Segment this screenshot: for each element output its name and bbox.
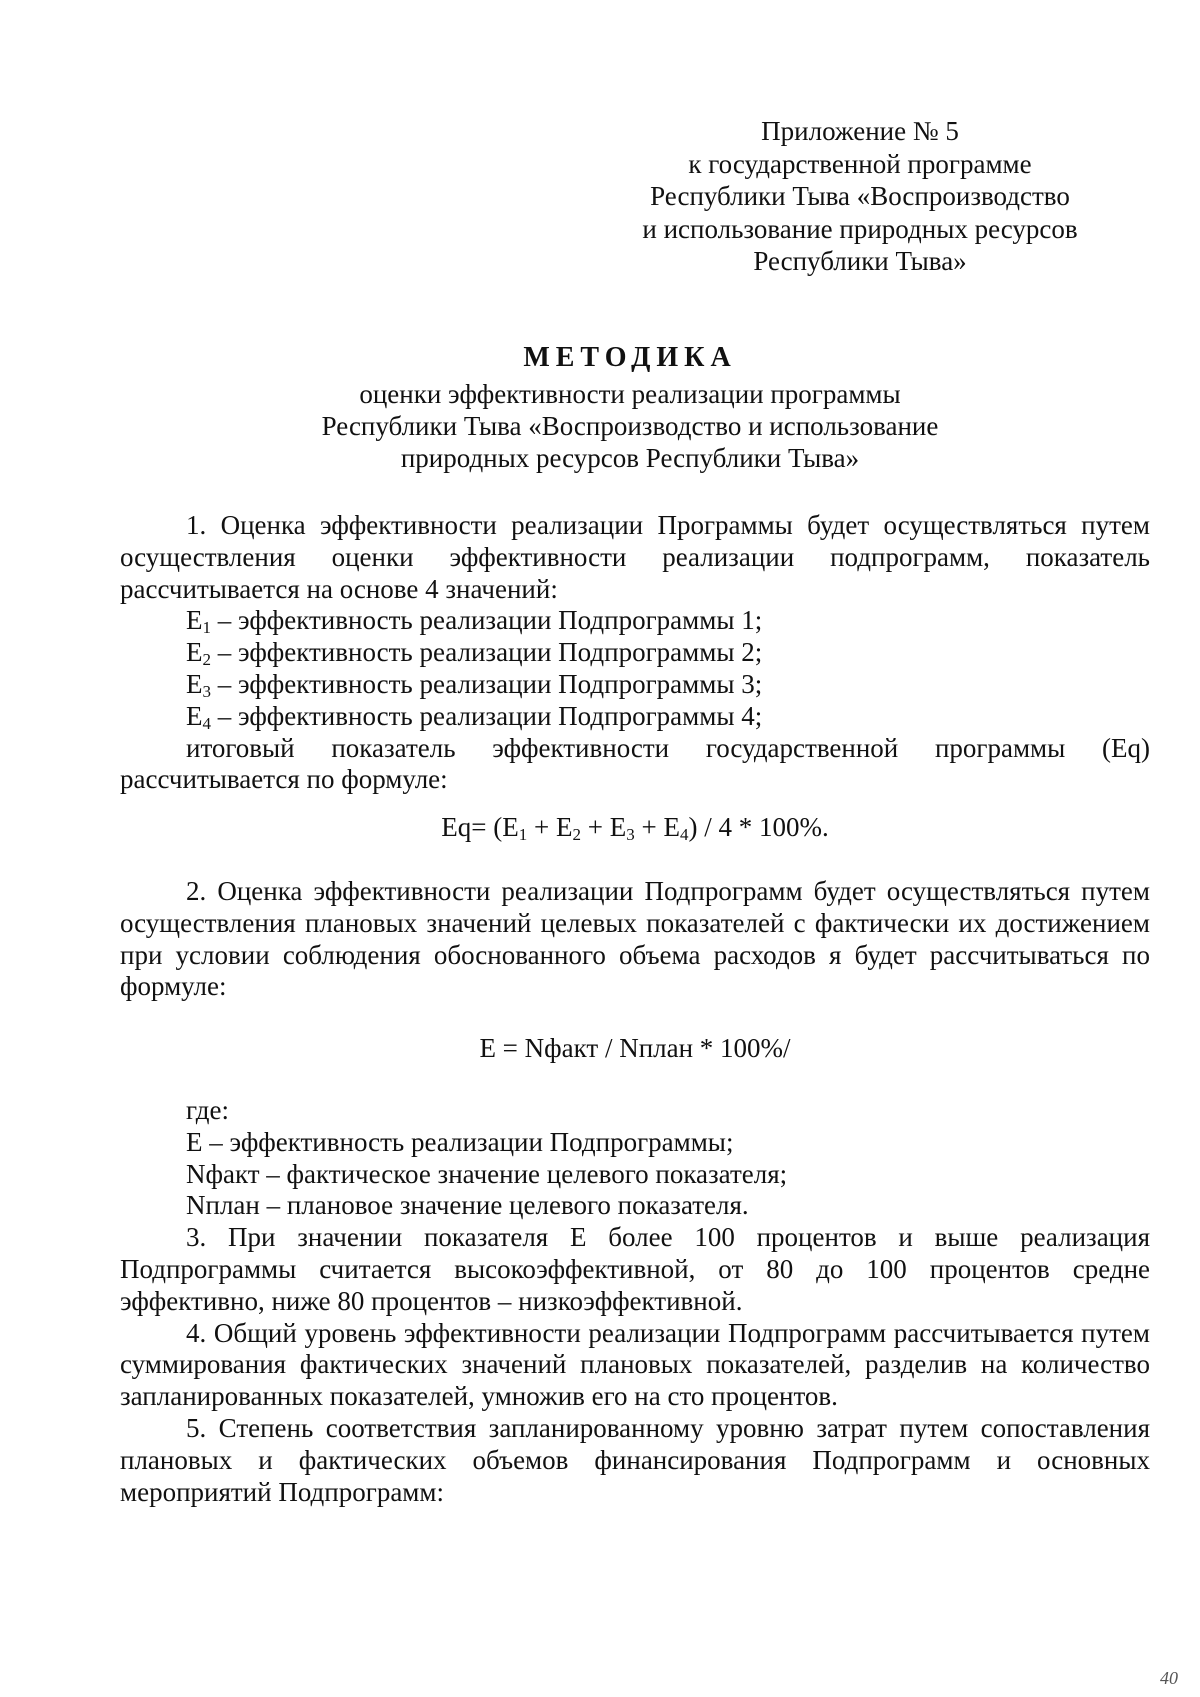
appendix-header — [600, 115, 1120, 278]
definition-item: Nплан – плановое значение целевого показателя. — [186, 1190, 749, 1221]
item-subscript: 2 — [202, 650, 211, 670]
section-2-text: 2. Оценка эффективности реализации Подпрограмм будет осуществляться путем осуществления плановых значений целевых показателей с фактически их достижением при условии соблюдения обоснованного объема расходов я будет рассчитываться по формуле: — [120, 875, 1150, 1002]
formula-subscript: 3 — [626, 825, 635, 845]
definition-item: Nфакт – фактическое значение целевого показателя; — [186, 1158, 788, 1189]
page-number: 40 — [1160, 1668, 1178, 1688]
appendix-line: Приложение № 5 — [761, 116, 959, 146]
section-4-text: 4. Общий уровень эффективности реализации Подпрограмм рассчитывается путем суммирования фактических значений плановых показателей, разделив на количество запланированных показателей, умножив его на сто процентов. — [120, 1317, 1150, 1412]
section-1-item — [120, 701, 1150, 733]
section-1-item — [120, 669, 1150, 701]
formula-part: + E — [634, 812, 680, 843]
item-symbol: E — [186, 700, 203, 731]
where-label: где: — [186, 1094, 229, 1125]
subtitle-line: оценки эффективности реализации программы — [359, 379, 901, 409]
item-text: – эффективность реализации Подпрограммы 4; — [211, 700, 763, 731]
section-1-item — [120, 637, 1150, 669]
definition-item: E – эффективность реализации Подпрограммы; — [186, 1126, 734, 1157]
appendix-line: Республики Тыва» — [753, 246, 967, 276]
formula-part: Eq= (E — [441, 812, 519, 843]
item-symbol: E — [186, 605, 203, 636]
formula-part: ) / 4 * 100%. — [688, 812, 829, 843]
item-subscript: 3 — [202, 681, 211, 701]
formula-part: + E — [527, 812, 573, 843]
section-5-text: 5. Степень соответствия запланированному уровню затрат путем сопоставления плановых и фактических объемов финансирования Подпрограмм и основных мероприятий Подпрограмм: — [120, 1412, 1150, 1507]
document-subtitle — [200, 378, 1060, 474]
item-subscript: 4 — [202, 713, 211, 733]
item-symbol: E — [186, 637, 203, 668]
formula-e: E = Nфакт / Nплан * 100%/ — [479, 1033, 791, 1064]
appendix-line: и использование природных ресурсов — [642, 213, 1078, 244]
item-text: – эффективность реализации Подпрограммы 3; — [211, 668, 763, 699]
appendix-line: к государственной программе — [688, 148, 1032, 179]
item-text: – эффективность реализации Подпрограммы 1; — [211, 605, 763, 636]
formula-subscript: 4 — [679, 825, 689, 845]
document-heading — [200, 340, 1060, 474]
section-1-intro: 1. Оценка эффективности реализации Программы будет осуществляться путем осуществления оценки эффективности реализации подпрограмм, показатель рассчитывается на основе 4 значений: — [120, 510, 1150, 604]
section-1-item — [120, 605, 1150, 637]
document-title: МЕТОДИКА — [523, 342, 737, 373]
item-text: – эффективность реализации Подпрограммы 2; — [211, 637, 763, 668]
formula-subscript: 1 — [518, 825, 528, 845]
formula-eq — [120, 812, 1150, 844]
item-subscript: 1 — [202, 618, 211, 638]
appendix-line: Республики Тыва «Воспроизводство — [650, 181, 1070, 211]
formula-part: + E — [581, 812, 627, 843]
document-body — [120, 510, 1150, 1508]
formula-subscript: 2 — [572, 825, 581, 845]
item-symbol: E — [186, 668, 203, 699]
section-3-text: 3. При значении показателя E более 100 процентов и выше реализация Подпрограммы считается высокоэффективной, от 80 до 100 процентов средне эффективно, ниже 80 процентов – низкоэффективной. — [120, 1222, 1150, 1316]
subtitle-line: природных ресурсов Республики Тыва» — [400, 443, 860, 473]
subtitle-line: Республики Тыва «Воспроизводство и использование — [321, 411, 939, 441]
section-1-summary: итоговый показатель эффективности государственной программы (Eq) рассчитывается по формуле: — [120, 732, 1150, 795]
